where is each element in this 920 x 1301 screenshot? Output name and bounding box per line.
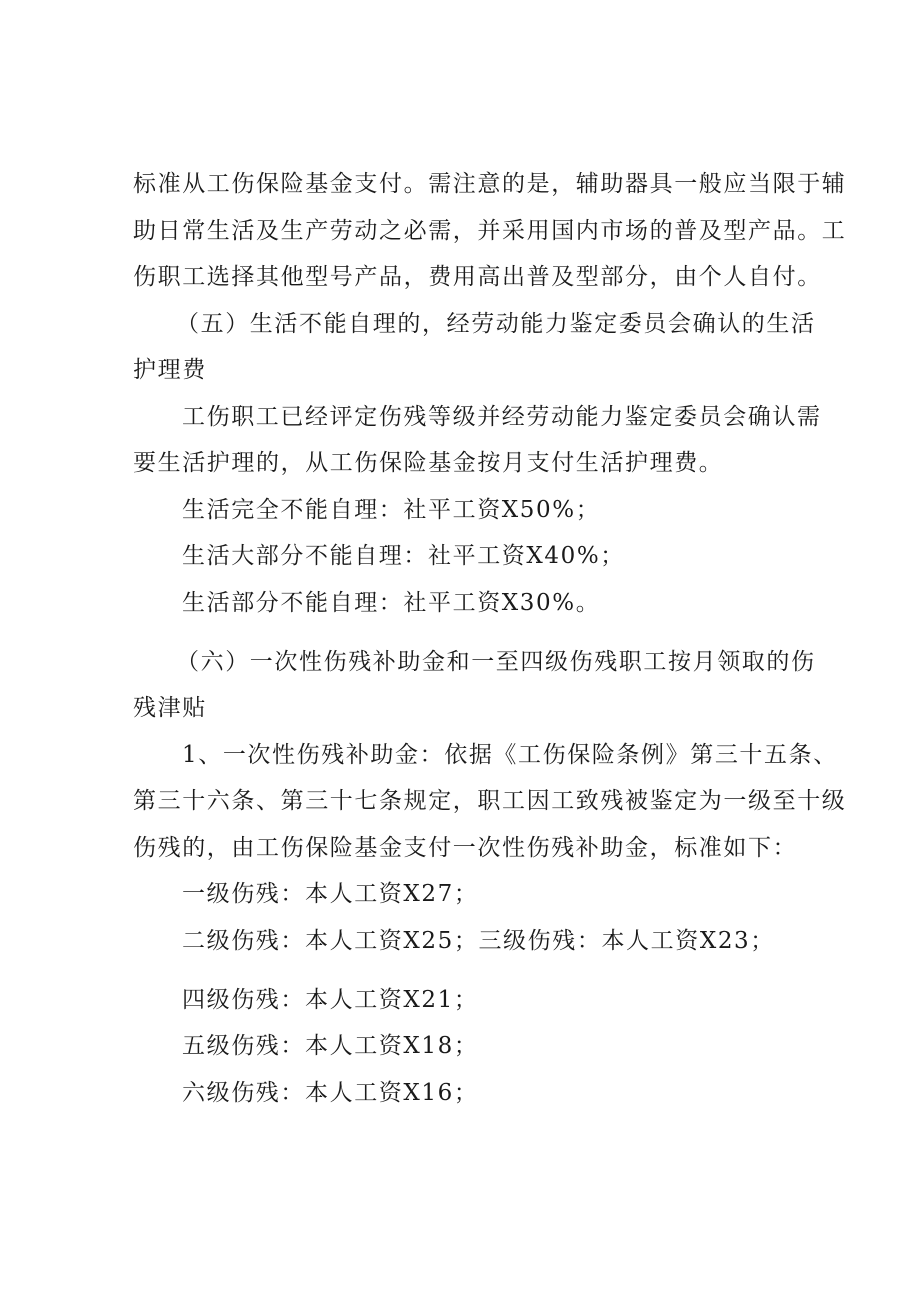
text-line: 伤残的，由工伤保险基金支付一次性伤残补助金，标准如下： <box>133 835 798 861</box>
text-line: 一级伤残：本人工资X27； <box>182 881 479 907</box>
text-line: 生活部分不能自理：社平工资X30%。 <box>182 590 601 616</box>
section-heading: 护理费 <box>133 357 207 383</box>
text-line: 二级伤残：本人工资X25；三级伤残：本人工资X23； <box>182 928 775 954</box>
text-line: 第三十六条、第三十七条规定，职工因工致残被鉴定为一级至十级 <box>133 788 847 814</box>
section-heading: （五）生活不能自理的，经劳动能力鉴定委员会确认的生活 <box>176 311 816 337</box>
text-line: 生活大部分不能自理：社平工资X40%； <box>182 543 625 569</box>
text-line: 四级伤残：本人工资X21； <box>182 987 479 1013</box>
text-line: 助日常生活及生产劳动之必需，并采用国内市场的普及型产品。工 <box>133 218 847 244</box>
text-line: 六级伤残：本人工资X16； <box>182 1080 479 1106</box>
section-heading: 残津贴 <box>133 695 207 721</box>
text-line: 五级伤残：本人工资X18； <box>182 1033 479 1059</box>
section-heading: （六）一次性伤残补助金和一至四级伤残职工按月领取的伤 <box>176 649 816 675</box>
text-line: 生活完全不能自理：社平工资X50%； <box>182 497 601 523</box>
text-line: 工伤职工已经评定伤残等级并经劳动能力鉴定委员会确认需 <box>182 404 822 430</box>
text-line: 要生活护理的，从工伤保险基金按月支付生活护理费。 <box>133 450 724 476</box>
text-line: 伤职工选择其他型号产品，费用高出普及型部分，由个人自付。 <box>133 264 822 290</box>
text-line: 标准从工伤保险基金支付。需注意的是，辅助器具一般应当限于辅 <box>133 171 847 197</box>
text-line: 1、一次性伤残补助金：依据《工伤保险条例》第三十五条、 <box>182 742 838 768</box>
